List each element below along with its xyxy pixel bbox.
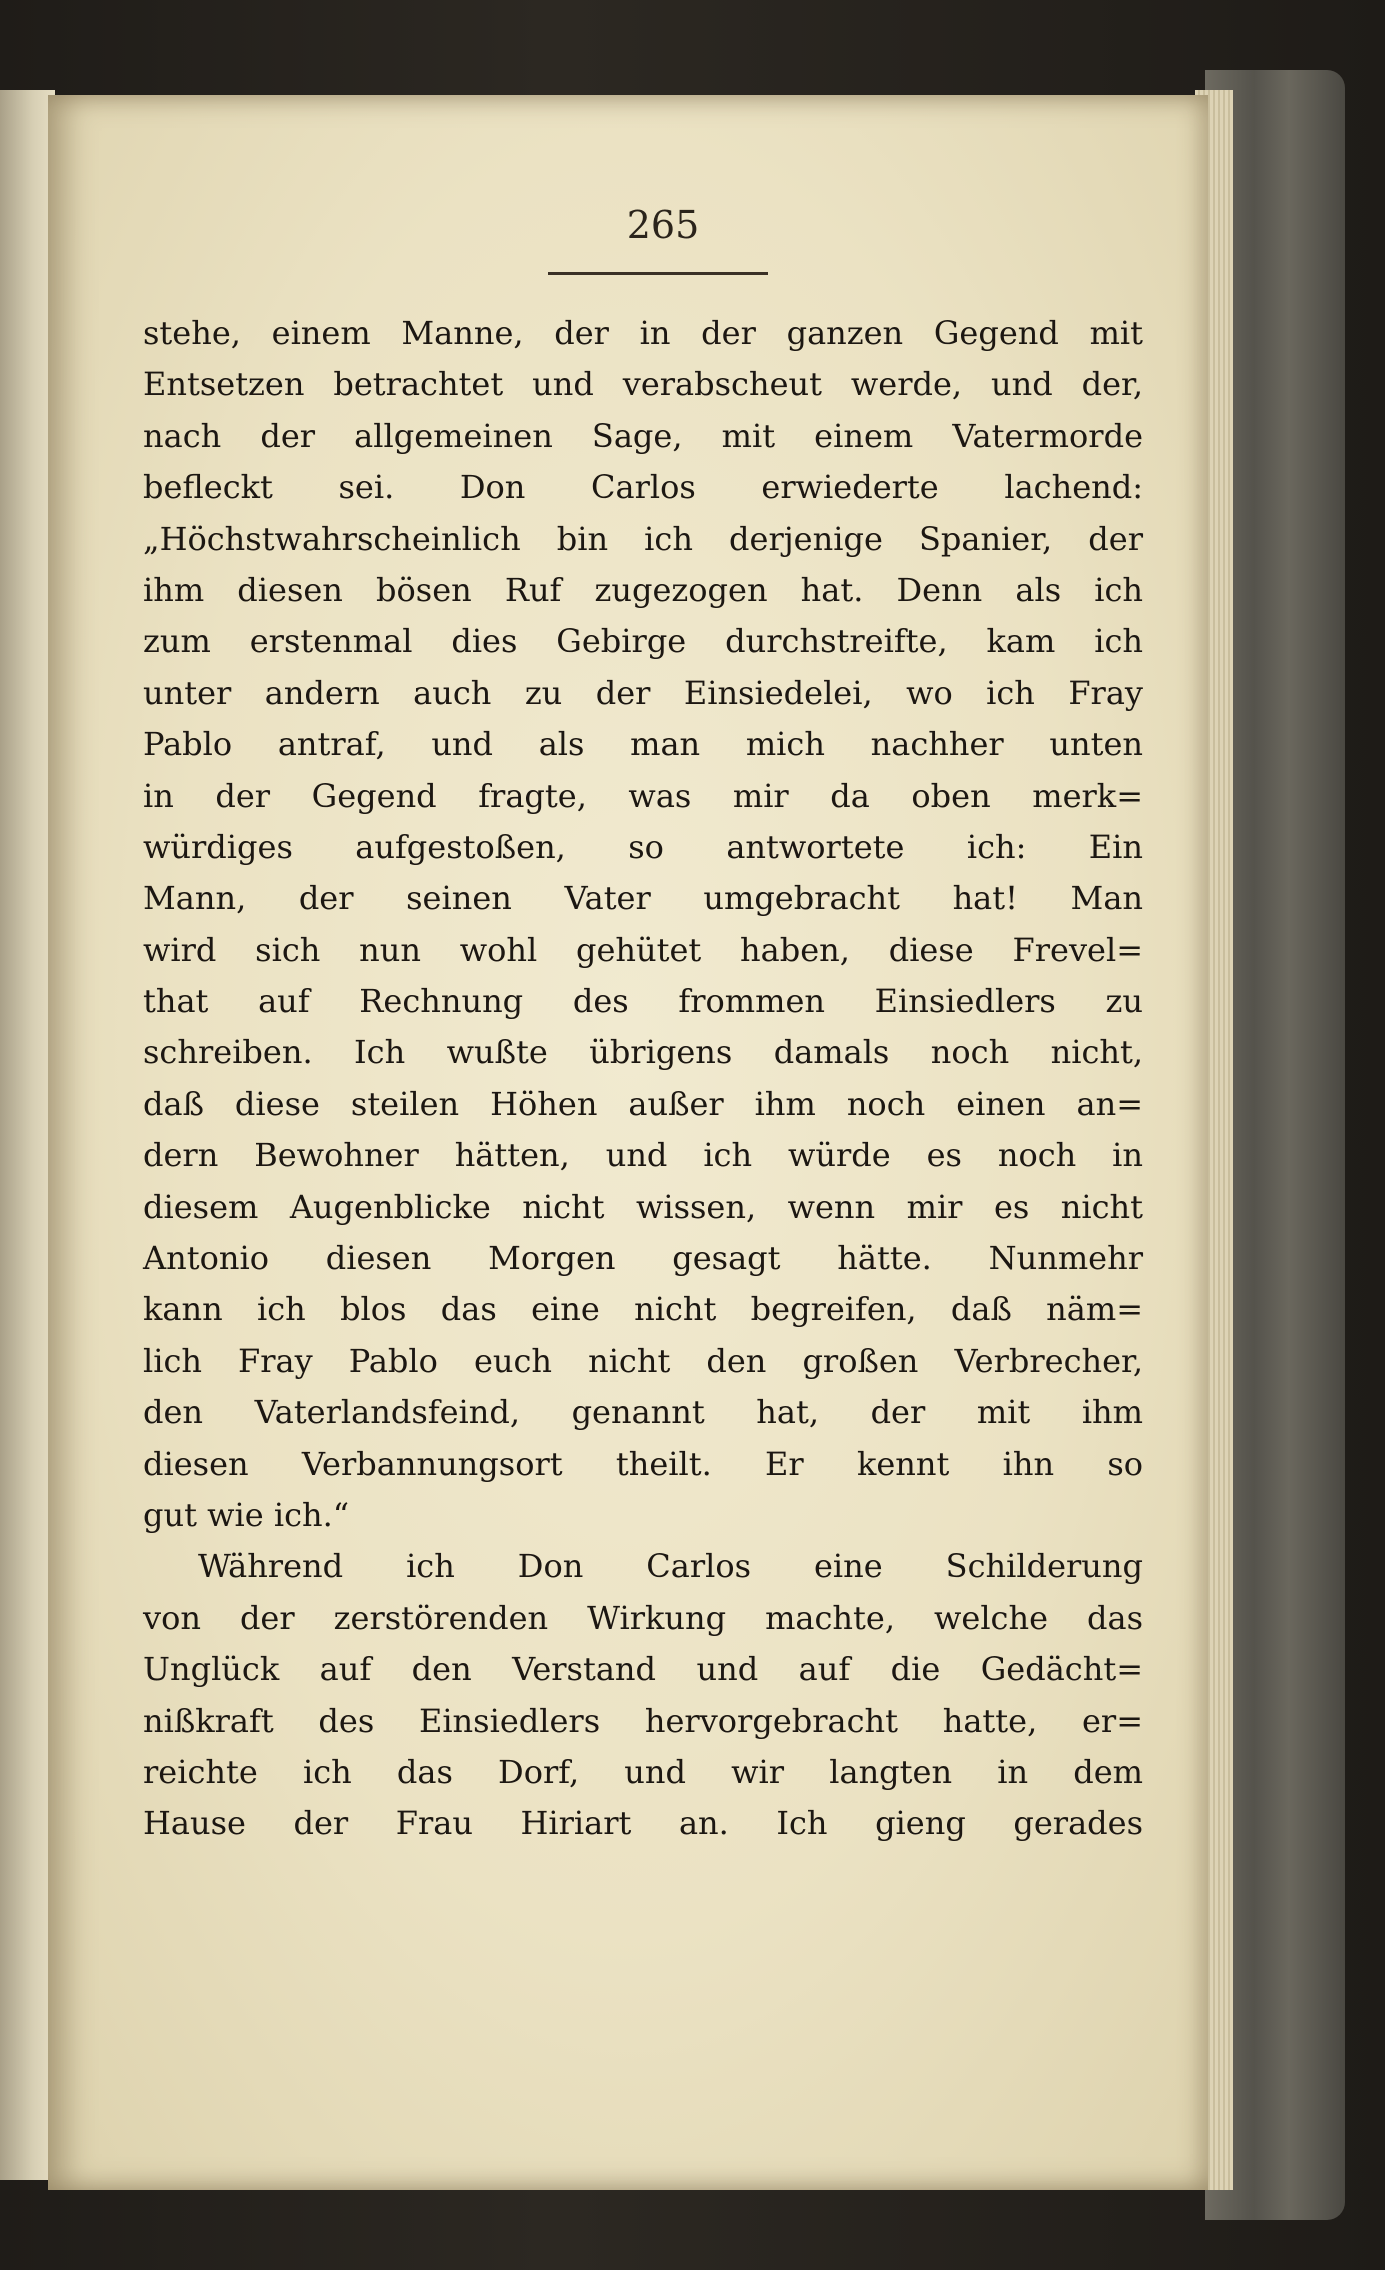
text-line: Während ich Don Carlos eine Schilderung: [198, 1547, 1143, 1586]
facing-page-edge: [0, 90, 55, 2180]
text-line: gut wie ich.“: [143, 1495, 350, 1534]
text-line: nach der allgemeinen Sage, mit einem Vatermorde: [143, 416, 1143, 455]
text-line: von der zerstörenden Wirkung machte, welche das: [143, 1598, 1143, 1637]
text-line: wird sich nun wohl gehütet haben, diese Frevel=: [143, 930, 1143, 969]
text-line: Unglück auf den Verstand und auf die Gedächt=: [143, 1650, 1143, 1689]
text-line: dern Bewohner hätten, und ich würde es noch in: [143, 1136, 1143, 1175]
text-line: unter andern auch zu der Einsiedelei, wo ich Fray: [143, 673, 1143, 712]
text-line: daß diese steilen Höhen außer ihm noch einen an=: [143, 1084, 1143, 1123]
text-line: nißkraft des Einsiedlers hervorgebracht hatte, er=: [143, 1701, 1143, 1740]
page-sheet: [48, 95, 1208, 2190]
text-line: lich Fray Pablo euch nicht den großen Verbrecher,: [143, 1341, 1143, 1380]
text-line: diesen Verbannungsort theilt. Er kennt ihn so: [143, 1444, 1143, 1483]
text-line: würdiges aufgestoßen, so antwortete ich: Ein: [143, 827, 1143, 866]
text-line: Pablo antraf, und als man mich nachher unten: [143, 725, 1143, 764]
text-line: reichte ich das Dorf, und wir langten in dem: [143, 1752, 1143, 1791]
text-line: diesem Augenblicke nicht wissen, wenn mir es nicht: [143, 1187, 1143, 1226]
text-line: that auf Rechnung des frommen Einsiedlers zu: [143, 982, 1143, 1021]
text-line: zum erstenmal dies Gebirge durchstreifte, kam ich: [143, 622, 1143, 661]
text-line: den Vaterlandsfeind, genannt hat, der mit ihm: [143, 1393, 1143, 1432]
text-line: ihm diesen bösen Ruf zugezogen hat. Denn als ich: [143, 570, 1143, 609]
text-line: Antonio diesen Morgen gesagt hätte. Nunmehr: [143, 1239, 1143, 1278]
text-line: in der Gegend fragte, was mir da oben merk=: [143, 776, 1143, 815]
text-line: Hause der Frau Hiriart an. Ich gieng gerades: [143, 1804, 1143, 1843]
text-line: Mann, der seinen Vater umgebracht hat! Man: [143, 879, 1143, 918]
page-number: 265: [626, 203, 700, 247]
body-text: [143, 308, 1143, 1850]
text-line: stehe, einem Manne, der in der ganzen Gegend mit: [143, 314, 1143, 352]
text-line: befleckt sei. Don Carlos erwiederte lachend:: [143, 468, 1143, 507]
text-line: schreiben. Ich wußte übrigens damals noch nicht,: [143, 1033, 1143, 1072]
text-line: „Höchstwahrscheinlich bin ich derjenige Spanier, der: [143, 519, 1143, 558]
header-rule: [548, 272, 768, 275]
text-line: Entsetzen betrachtet und verabscheut werde, und der,: [143, 365, 1143, 404]
text-line: kann ich blos das eine nicht begreifen, daß näm=: [143, 1290, 1143, 1329]
